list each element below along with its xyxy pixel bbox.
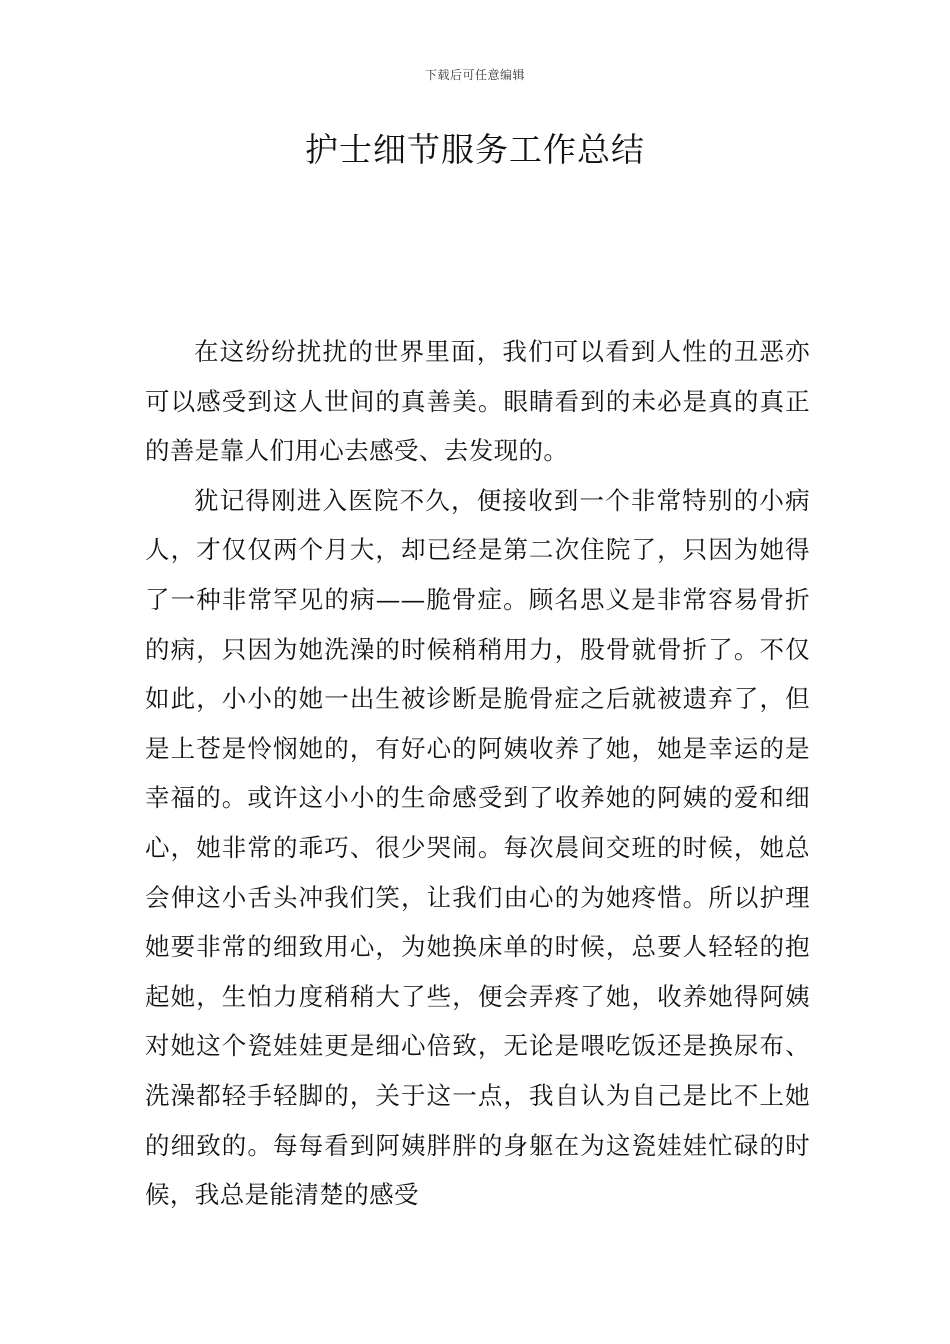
header-note: 下载后可任意编辑	[424, 68, 525, 82]
paragraph-2: 犹记得刚进入医院不久，便接收到一个非常特别的小病人，才仅仅两个月大，却已经是第二次住院了，只因为她得了一种非常罕见的病——脆骨症。顾名思义是非常容易骨折的病，只因为她洗澡的时候稍稍用力，股骨就骨折了。不仅如此，小小的她一出生被诊断是脆骨症之后就被遗弃了，但是上苍是怜悯她的，有好心的阿姨收养了她，她是幸运的是幸福的。或许这小小的生命感受到了收养她的阿姨的爱和细心，她非常的乖巧、很少哭闹。每次晨间交班的时候，她总会伸这小舌头冲我们笑，让我们由心的为她疼惜。所以护理她要非常的细致用心，为她换床单的时候，总要人轻轻的抱起她，生怕力度稍稍大了些，便会弄疼了她，收养她得阿姨对她这个瓷娃娃更是细心倍致，无论是喂吃饭还是换尿布、洗澡都轻手轻脚的，关于这一点，我自认为自己是比不上她的细致的。每每看到阿姨胖胖的身躯在为这瓷娃娃忙碌的时候，我总是能清楚的感受	[145, 485, 810, 1210]
document-title: 护士细节服务工作总结	[305, 130, 645, 169]
paragraph-1: 在这纷纷扰扰的世界里面，我们可以看到人性的丑恶亦可以感受到这人世间的真善美。眼睛看到的未必是真的真正的善是靠人们用心去感受、去发现的。	[145, 337, 810, 466]
document-body	[145, 327, 810, 1220]
